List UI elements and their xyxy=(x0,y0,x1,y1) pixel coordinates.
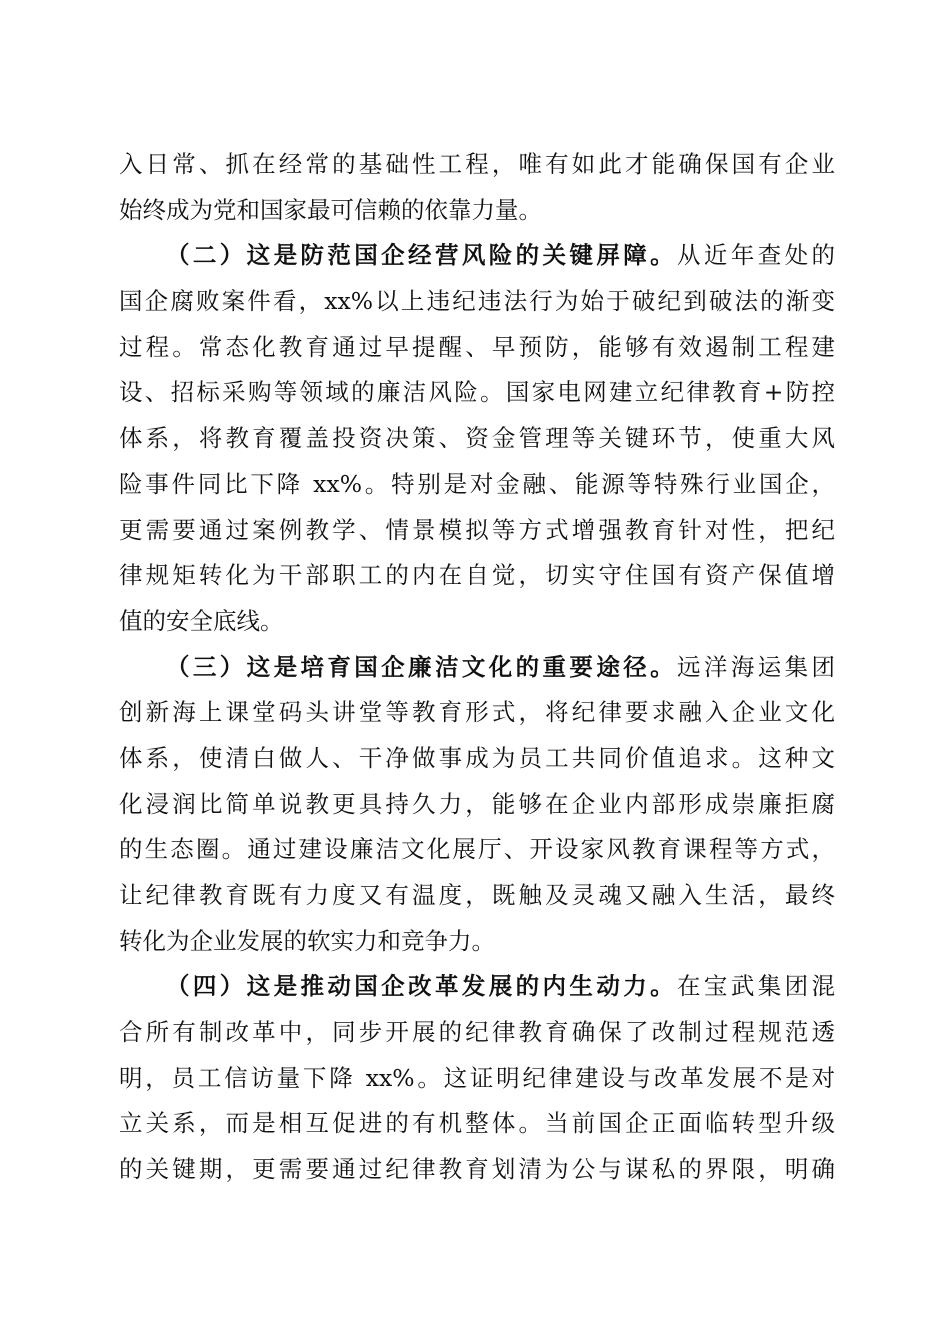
text-line: 立关系，而是相互促进的有机整体。当前国企正面临转型升级 xyxy=(119,1109,835,1138)
document-page xyxy=(119,142,835,1193)
text-line: 律规矩转化为干部职工的内在自觉，切实守住国有资产保值增 xyxy=(119,561,835,590)
paragraph-heading: （二）这是防范国企经营风险的关键屏障。 xyxy=(166,241,678,270)
text-line: 的关键期，更需要通过纪律教育划清为公与谋私的界限，明确 xyxy=(119,1155,835,1184)
text-line: 更需要通过案例教学、情景模拟等方式增强教育针对性，把纪 xyxy=(119,515,835,544)
paragraph-text: 在宝武集团混 xyxy=(677,972,836,1001)
paragraph-3 xyxy=(119,645,835,965)
text-line: 体系，将教育覆盖投资决策、资金管理等关键环节，使重大风 xyxy=(119,424,835,453)
text-line: 国企腐败案件看，xx%以上违纪违法行为始于破纪到破法的渐变 xyxy=(119,287,835,316)
text-line: 体系，使清白做人、干净做事成为员工共同价值追求。这种文 xyxy=(119,743,835,772)
text-line: 让纪律教育既有力度又有温度，既触及灵魂又融入生活，最终 xyxy=(119,881,835,909)
text-line: 合所有制改革中，同步开展的纪律教育确保了改制过程规范透 xyxy=(119,1018,835,1047)
text-line: 入日常、抓在经常的基础性工程，唯有如此才能确保国有企业 xyxy=(119,150,835,178)
paragraph-first-line xyxy=(119,964,835,1010)
text-line: 明，员工信访量下降 xx%。这证明纪律建设与改革发展不是对 xyxy=(119,1063,835,1092)
paragraph-text: 从近年查处的 xyxy=(677,241,836,270)
text-line: 转化为企业发展的软实力和竞争力。 xyxy=(119,926,495,955)
text-line: 设、招标采购等领域的廉洁风险。国家电网建立纪律教育+防控 xyxy=(119,378,835,407)
paragraph-heading: （四）这是推动国企改革发展的内生动力。 xyxy=(166,972,678,1001)
text-line: 过程。常态化教育通过早提醒、早预防，能够有效遏制工程建 xyxy=(119,332,835,361)
paragraph-first-line xyxy=(119,645,835,691)
paragraph-heading: （三）这是培育国企廉洁文化的重要途径。 xyxy=(166,652,678,681)
text-line: 始终成为党和国家最可信赖的依靠力量。 xyxy=(119,195,542,224)
text-line: 险事件同比下降 xx%。特别是对金融、能源等特殊行业国企， xyxy=(119,469,835,498)
text-line: 创新海上课堂码头讲堂等教育形式，将纪律要求融入企业文化 xyxy=(119,698,835,727)
paragraph-4 xyxy=(119,964,835,1192)
paragraph-2 xyxy=(119,233,835,644)
paragraph-first-line xyxy=(119,233,835,279)
paragraph-1 xyxy=(119,142,835,233)
paragraph-text: 远洋海运集团 xyxy=(677,652,836,681)
text-line: 值的安全底线。 xyxy=(119,606,284,635)
text-line: 的生态圈。通过建设廉洁文化展厅、开设家风教育课程等方式， xyxy=(119,835,835,864)
text-line: 化浸润比简单说教更具持久力，能够在企业内部形成崇廉拒腐 xyxy=(119,789,835,818)
